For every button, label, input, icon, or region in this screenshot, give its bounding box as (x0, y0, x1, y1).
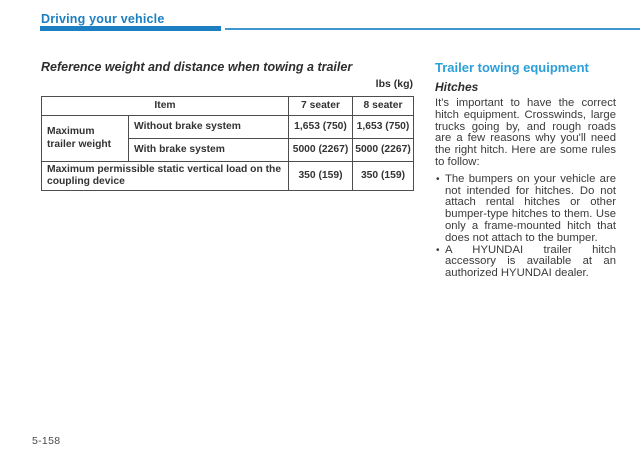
bullet-icon: • (436, 244, 440, 256)
cell-without-brake-system: Without brake system (129, 116, 289, 139)
cell-value-8-seater: 350 (159) (353, 162, 414, 191)
chapter-rule-thick (40, 26, 221, 31)
hitch-rules-list (435, 174, 616, 280)
chapter-title: Driving your vehicle (41, 12, 165, 26)
table-row (42, 116, 414, 139)
section-title: Reference weight and distance when towing a trailer (41, 60, 353, 74)
bullet-icon: • (436, 173, 440, 185)
table-header-row (42, 97, 414, 116)
cell-value-7-seater: 1,653 (750) (289, 116, 353, 139)
cell-value-8-seater: 1,653 (750) (353, 116, 414, 139)
cell-with-brake-system: With brake system (129, 139, 289, 162)
table-row (42, 162, 414, 191)
cell-max-static-vertical-load: Maximum permissible static vertical load on the coupling device (42, 162, 289, 191)
trailer-towing-equipment-section (435, 60, 616, 280)
cell-value-7-seater: 350 (159) (289, 162, 353, 191)
table-header-8-seater: 8 seater (353, 97, 414, 116)
cell-max-trailer-weight: Maximum trailer weight (42, 116, 129, 162)
list-item (435, 174, 616, 245)
equipment-heading: Trailer towing equipment (435, 60, 589, 75)
table-header-item: Item (42, 97, 289, 116)
list-item (435, 245, 616, 280)
chapter-rule-thin (225, 28, 640, 30)
page-number: 5-158 (32, 435, 61, 447)
hitches-subheading: Hitches (435, 80, 479, 94)
table-header-7-seater: 7 seater (289, 97, 353, 116)
cell-value-7-seater: 5000 (2267) (289, 139, 353, 162)
hitches-intro-paragraph: It's important to have the correct hitch equipment. Crosswinds, large trucks going by, and rough roads are a few reasons why you'll need the right hitch. Here are some rules to follow: (435, 97, 616, 168)
list-item-text: The bumpers on your vehicle are not intended for hitches. Do not attach rental hitches or other bumper-type hitches to them. Use only a frame-mounted hitch that does not attach to the bumper. (445, 172, 616, 244)
unit-label: lbs (kg) (375, 78, 413, 90)
towing-weight-table (41, 96, 414, 191)
list-item-text: A HYUNDAI trailer hitch accessory is available at an authorized HYUNDAI dealer. (445, 243, 616, 280)
cell-value-8-seater: 5000 (2267) (353, 139, 414, 162)
